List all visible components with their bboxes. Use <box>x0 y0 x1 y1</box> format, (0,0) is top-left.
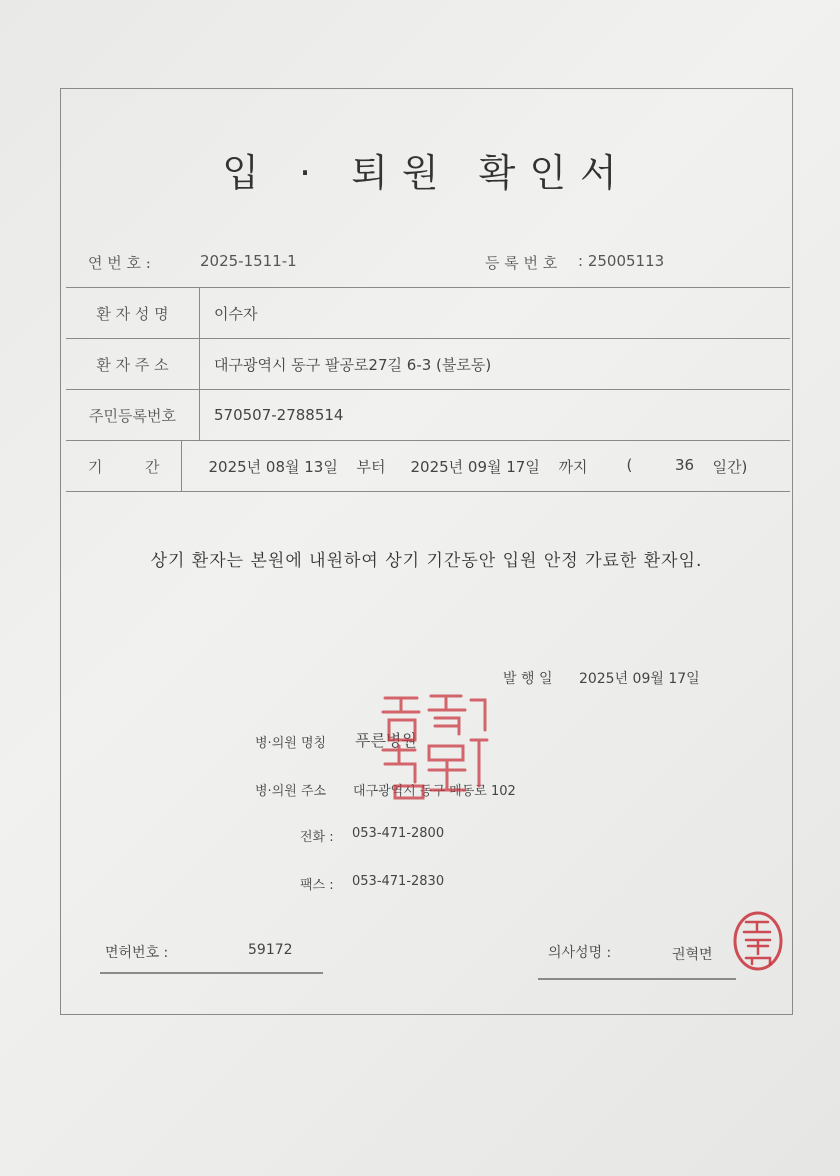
serial-value: 2025-1511-1 <box>200 252 297 270</box>
resident-number-value: 570507-2788514 <box>214 406 344 424</box>
issue-label: 발 행 일 <box>503 671 553 687</box>
period-days-unit: 일간) <box>712 457 748 476</box>
table-row <box>66 288 790 339</box>
period-label-a: 기 <box>88 457 103 476</box>
issue-date <box>503 668 700 688</box>
period-label <box>66 441 182 491</box>
patient-name-value: 이수자 <box>214 304 258 323</box>
hospital-fax-value: 053-471-2830 <box>352 874 445 889</box>
document-title: 입 · 퇴원 확인서 <box>222 151 631 195</box>
resident-number-label: 주민등록번호 <box>66 390 200 440</box>
period-end: 2025년 09월 17일 <box>410 457 540 476</box>
serial-label: 연 번 호 : <box>88 254 151 272</box>
hospital-fax-label: 팩스 : <box>300 878 334 893</box>
period-label-b: 간 <box>144 457 160 476</box>
hospital-seal-icon <box>375 690 493 802</box>
hospital-address-value: 대구광역시 동구 매동로 102 <box>353 784 516 799</box>
period-from: 부터 <box>356 457 386 476</box>
license-label: 면허번호 : <box>105 945 169 961</box>
doctor-label: 의사성명 : <box>548 945 612 961</box>
patient-address-label: 환 자 주 소 <box>66 339 200 389</box>
reg-value: : 25005113 <box>578 252 665 270</box>
table-row <box>66 339 790 390</box>
period-paren: ( <box>626 455 633 474</box>
hospital-tel-label: 전화 : <box>300 830 334 845</box>
patient-table <box>66 287 790 492</box>
period-value <box>182 456 790 477</box>
issue-date-value: 2025년 09월 17일 <box>578 671 700 687</box>
doctor-underline <box>538 978 736 980</box>
confirmation-statement: 상기 환자는 본원에 내원하여 상기 기간동안 입원 안정 가료한 환자임. <box>150 551 703 571</box>
patient-address-value: 대구광역시 동구 팔공로27길 6-3 (불로동) <box>214 355 492 374</box>
hospital-name-value: 푸른병원 <box>355 731 417 750</box>
period-until: 까지 <box>558 457 588 476</box>
hospital-address-label: 병·의원 주소 <box>255 784 327 799</box>
doctor-seal-icon <box>732 910 784 972</box>
period-start: 2025년 08월 13일 <box>208 457 338 476</box>
doctor-value: 권혁면 <box>672 947 713 963</box>
hospital-tel-value: 053-471-2800 <box>352 826 445 841</box>
license-value: 59172 <box>248 942 293 958</box>
period-days: 36 <box>674 455 695 474</box>
hospital-name-label: 병·의원 명칭 <box>255 736 327 751</box>
license-underline <box>100 972 323 974</box>
patient-name-label: 환 자 성 명 <box>66 288 200 338</box>
reg-label: 등 록 번 호 <box>485 254 558 272</box>
table-row <box>66 390 790 441</box>
table-row <box>66 441 790 492</box>
